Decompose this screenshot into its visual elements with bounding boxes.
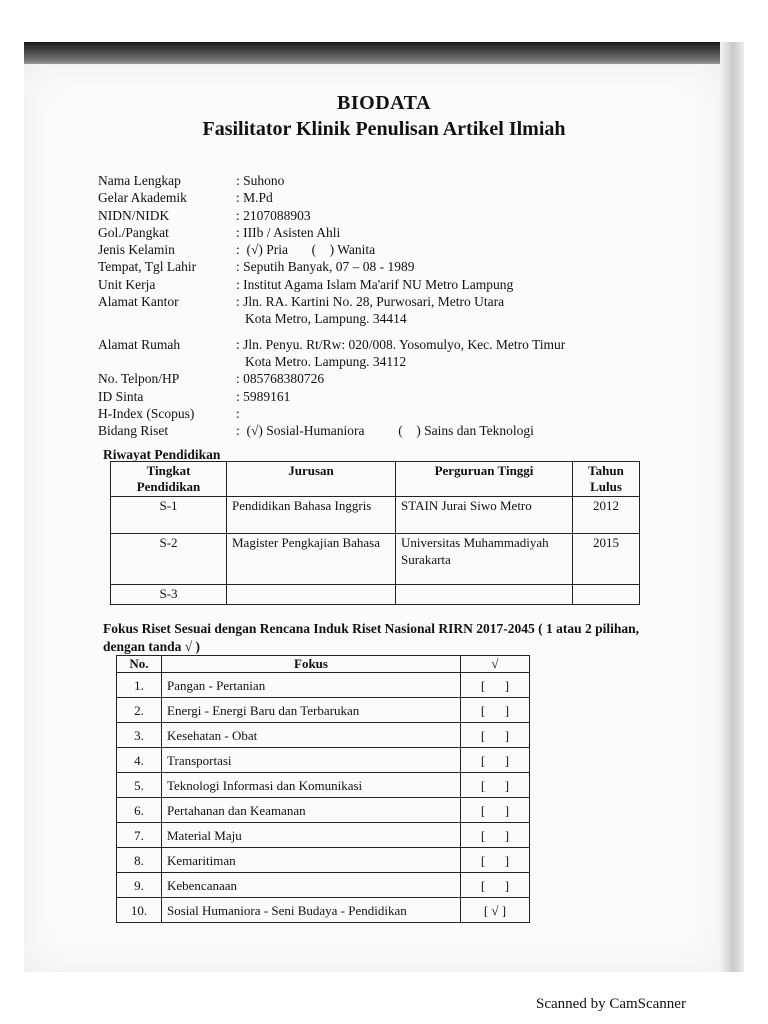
bio-row	[98, 207, 698, 224]
checkbox-cell: [ ]	[461, 698, 530, 723]
spacer	[98, 328, 698, 336]
bio-row	[98, 370, 698, 387]
table-cell: 2015	[573, 534, 640, 585]
bio-label: Unit Kerja	[98, 276, 156, 292]
bio-value: : Seputih Banyak, 07 – 08 - 1989	[236, 259, 415, 275]
education-section-title: Riwayat Pendidikan	[103, 447, 221, 462]
checkbox-cell: [ ]	[461, 673, 530, 698]
table-cell: Kesehatan - Obat	[162, 723, 461, 748]
checkbox-cell: [ √ ]	[461, 898, 530, 923]
bio-label: NIDN/NIDK	[98, 207, 170, 223]
bio-value: : Suhono	[236, 173, 285, 188]
table-cell: 7.	[117, 823, 162, 848]
table-row	[117, 848, 530, 873]
document-title: BIODATA	[337, 92, 431, 114]
checkbox-cell: [ ]	[461, 723, 530, 748]
table-row	[117, 773, 530, 798]
table-cell: 4.	[117, 748, 162, 773]
bio-value: : IIIb / Asisten Ahli	[236, 224, 341, 240]
focus-table	[116, 655, 530, 923]
column-header: Perguruan Tinggi	[396, 462, 573, 497]
table-cell: Teknologi Informasi dan Komunikasi	[162, 773, 461, 798]
checkbox-cell: [ ]	[461, 873, 530, 898]
table-cell: 2.	[117, 698, 162, 723]
bio-label: Nama Lengkap	[98, 173, 181, 188]
table-row	[117, 723, 530, 748]
checkbox-cell: [ ]	[461, 773, 530, 798]
bio-row	[98, 293, 698, 310]
column-header: Fokus	[162, 656, 461, 673]
table-cell: Universitas Muhammadiyah Surakarta	[396, 534, 573, 585]
bio-label: Tempat, Tgl Lahir	[98, 259, 197, 275]
table-row	[117, 823, 530, 848]
column-header: Jurusan	[227, 462, 396, 497]
table-cell: Pendidikan Bahasa Inggris	[227, 497, 396, 534]
checkbox-cell: [ ]	[461, 823, 530, 848]
checkbox-cell: [ ]	[461, 798, 530, 823]
bio-row	[98, 422, 698, 439]
bio-label: Alamat Kantor	[98, 294, 179, 310]
biodata-list	[98, 172, 698, 439]
checkbox-cell: [ ]	[461, 748, 530, 773]
column-header: No.	[117, 656, 162, 673]
table-cell: 9.	[117, 873, 162, 898]
bio-value: : 085768380726	[236, 371, 325, 387]
checkbox-cell: [ ]	[461, 848, 530, 873]
bio-value: : 5989161	[236, 388, 291, 404]
bio-row	[98, 258, 698, 275]
table-row	[111, 497, 640, 534]
table-cell: Energi - Energi Baru dan Terbarukan	[162, 698, 461, 723]
table-cell: S-1	[111, 497, 227, 534]
table-cell: Sosial Humaniora - Seni Budaya - Pendidikan	[162, 898, 461, 923]
bio-row	[98, 172, 698, 189]
bio-label: Bidang Riset	[98, 423, 169, 439]
bio-label: Alamat Rumah	[98, 336, 181, 352]
table-row	[117, 798, 530, 823]
scan-shadow-right	[720, 42, 744, 972]
bio-row	[98, 189, 698, 206]
table-header-row	[117, 656, 530, 673]
table-cell: Pertahanan dan Keamanan	[162, 798, 461, 823]
table-cell: Transportasi	[162, 748, 461, 773]
table-row	[117, 673, 530, 698]
bio-value: : (√) Sosial-Humaniora ( ) Sains dan Teknologi	[236, 423, 534, 439]
bio-label: Gol./Pangkat	[98, 224, 169, 240]
column-header: Tingkat Pendidikan	[111, 462, 227, 497]
table-row	[117, 698, 530, 723]
column-header: √	[461, 656, 530, 673]
table-cell: 8.	[117, 848, 162, 873]
bio-value: : M.Pd	[236, 190, 273, 206]
bio-value-continued: Kota Metro, Lampung. 34414	[245, 311, 407, 327]
table-cell: Kebencanaan	[162, 873, 461, 898]
document-subtitle: Fasilitator Klinik Penulisan Artikel Ilmiah	[202, 118, 566, 140]
bio-value: : Jln. RA. Kartini No. 28, Purwosari, Metro Utara	[236, 294, 505, 310]
table-cell: Pangan - Pertanian	[162, 673, 461, 698]
table-cell: Kemaritiman	[162, 848, 461, 873]
bio-label: H-Index (Scopus)	[98, 405, 195, 421]
bio-value-continued: Kota Metro. Lampung. 34112	[245, 353, 407, 369]
table-cell: 10.	[117, 898, 162, 923]
table-cell: STAIN Jurai Siwo Metro	[396, 497, 573, 534]
education-table	[110, 461, 640, 605]
bio-label: Gelar Akademik	[98, 190, 187, 206]
focus-section-title: Fokus Riset Sesuai dengan Rencana Induk Riset Nasional RIRN 2017-2045 ( 1 atau 2 pilihan, dengan tanda √ )	[103, 621, 639, 654]
table-cell	[396, 585, 573, 605]
table-cell: S-2	[111, 534, 227, 585]
scanner-watermark: Scanned by CamScanner	[536, 996, 686, 1012]
bio-value: : Institut Agama Islam Ma'arif NU Metro Lampung	[236, 276, 514, 292]
bio-value: : Jln. Penyu. Rt/Rw: 020/008. Yosomulyo, Kec. Metro Timur	[236, 336, 566, 352]
table-cell: 1.	[117, 673, 162, 698]
table-cell: 3.	[117, 723, 162, 748]
table-header-row	[111, 462, 640, 497]
bio-row	[98, 405, 698, 422]
table-cell: S-3	[111, 585, 227, 605]
table-row	[117, 748, 530, 773]
bio-label: No. Telpon/HP	[98, 371, 180, 387]
table-cell: 2012	[573, 497, 640, 534]
bio-row	[98, 224, 698, 241]
bio-row	[98, 276, 698, 293]
table-row	[111, 534, 640, 585]
table-row	[117, 898, 530, 923]
column-header: Tahun Lulus	[573, 462, 640, 497]
table-cell: 5.	[117, 773, 162, 798]
bio-value: : (√) Pria ( ) Wanita	[236, 242, 376, 258]
table-cell: Material Maju	[162, 823, 461, 848]
bio-row	[98, 336, 698, 353]
table-cell: 6.	[117, 798, 162, 823]
table-cell: Magister Pengkajian Bahasa	[227, 534, 396, 585]
bio-label: Jenis Kelamin	[98, 242, 175, 258]
table-cell	[573, 585, 640, 605]
table-row	[111, 585, 640, 605]
table-cell	[227, 585, 396, 605]
bio-value: :	[236, 405, 240, 421]
bio-row	[98, 241, 698, 258]
bio-label: ID Sinta	[98, 388, 144, 404]
bio-row	[98, 388, 698, 405]
bio-value: : 2107088903	[236, 207, 311, 223]
table-row	[117, 873, 530, 898]
